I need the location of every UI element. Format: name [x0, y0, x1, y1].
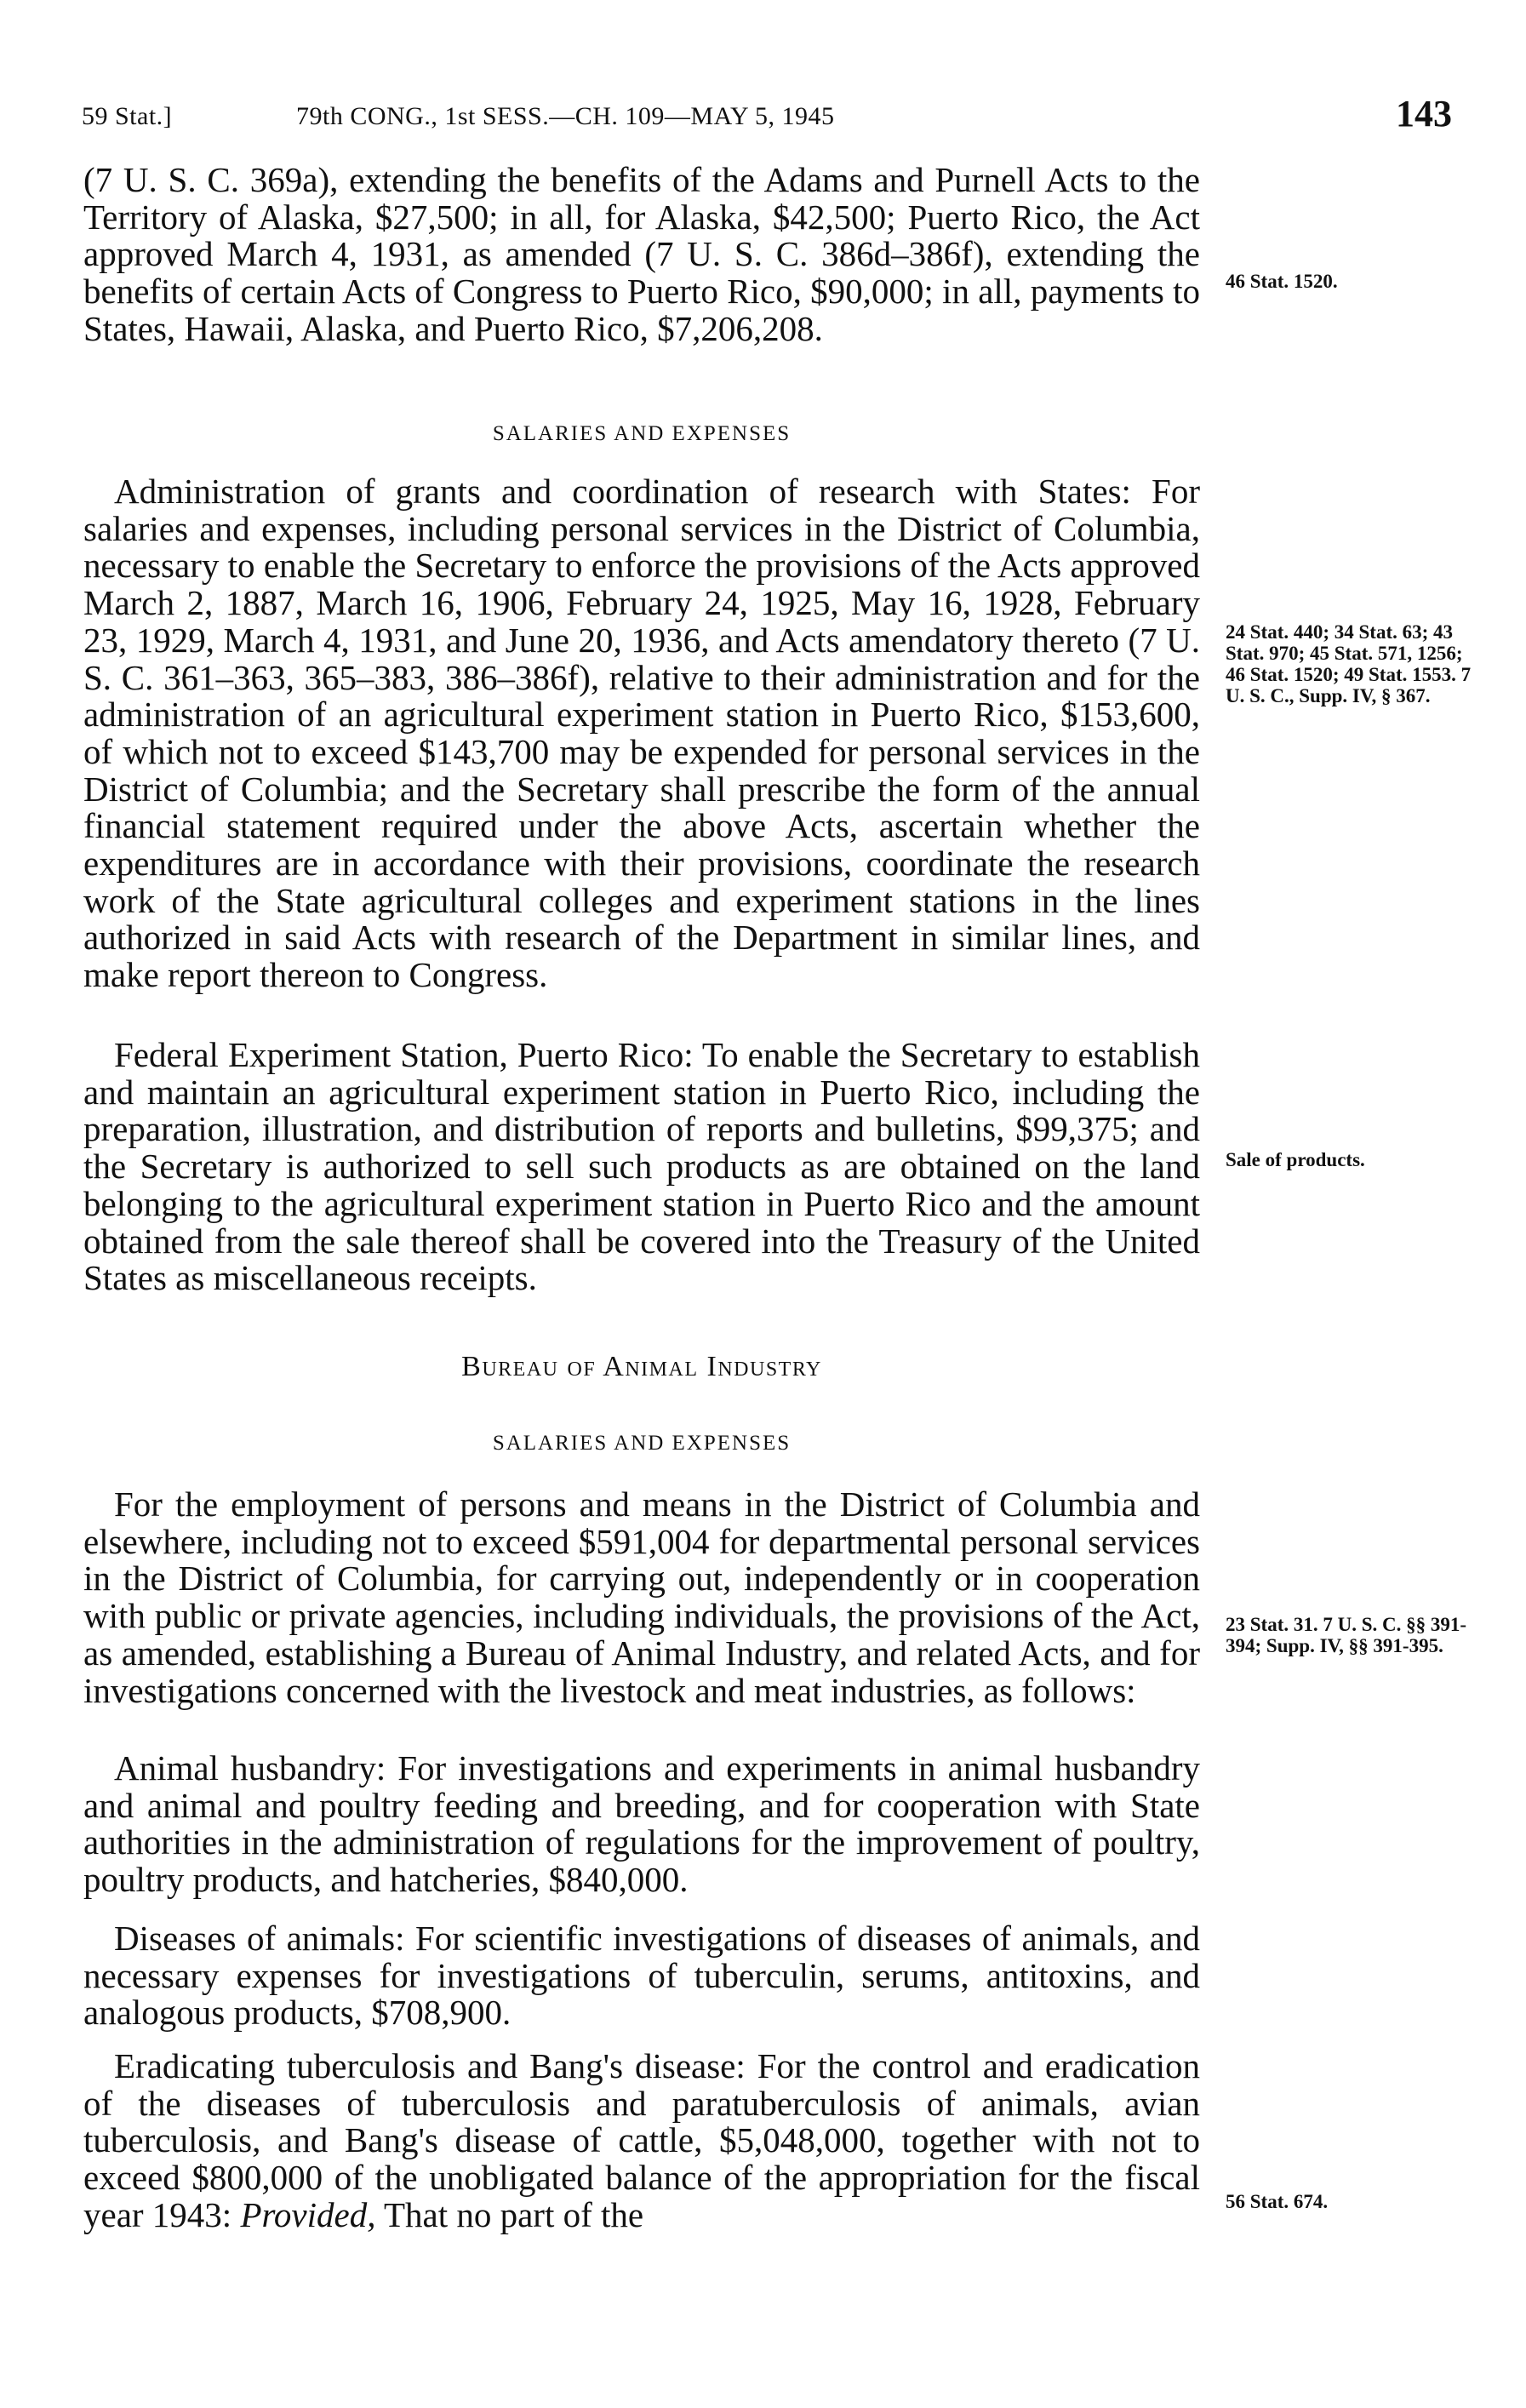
- provided-keyword: Provided,: [240, 2194, 376, 2234]
- margin-note-23-stat: 23 Stat. 31. 7 U. S. C. §§ 391-394; Supp. IV, §§ 391-395.: [1226, 1614, 1467, 1656]
- heading-bureau-animal-industry: Bureau of Animal Industry: [461, 1351, 822, 1382]
- margin-note-sale-of-products: Sale of products.: [1226, 1149, 1365, 1170]
- diseases-paragraph: Diseases of animals: For scientific investigations of diseases of animals, and necessary expenses for investigations of tuberculin, serums, antitoxins, and analogous products, $708,900.: [83, 1919, 1200, 2033]
- federal-paragraph: Federal Experiment Station, Puerto Rico: To enable the Secretary to establish and maintain an agricultural experiment station in Puerto Rico, including the preparation, illustration, and distribution of reports and bulletins, $99,375; and the Secretary is authorized to sell such products as are obtained on the land belonging to the agricultural experiment station in Puerto Rico and the amount obtained from the sale thereof shall be covered into the Treasury of the United States as miscellaneous receipts.: [83, 1035, 1200, 1298]
- husbandry-section: [83, 1750, 1200, 1899]
- margin-note-56-stat: 56 Stat. 674.: [1226, 2191, 1329, 2212]
- heading-salaries-expenses-2: SALARIES AND EXPENSES: [492, 1432, 792, 1455]
- eradicating-section: [83, 2048, 1200, 2234]
- diseases-section: [83, 1920, 1200, 2032]
- admin-section: [83, 473, 1200, 994]
- eradicating-text-start: Eradicating tuberculosis and Bang's disease: For the control and eradication of the diseases of tuberculosis and paratuberculosis of animals, avian tuberculosis, and Bang's disease of cattle, $5,048,000, together with not to exceed $800,000 of the unobligated balance of the appropriation for the fiscal year 1943:: [83, 2046, 1200, 2234]
- admin-paragraph: Administration of grants and coordination of research with States: For salaries and expenses, including personal services in the District of Columbia, necessary to enable the Secretary to enforce the provisions of the Acts approved March 2, 1887, March 16, 1906, February 24, 1925, May 16, 1928, February 23, 1929, March 4, 1931, and June 20, 1936, and Acts amendatory thereto (7 U. S. C. 361–363, 365–383, 386–386f), relative to their administration and for the administration of an agricultural experiment station in Puerto Rico, $153,600, of which not to exceed $143,700 may be expended for personal services in the District of Columbia; and the Secretary shall prescribe the form of the annual financial statement required under the above Acts, ascertain whether the expenditures are in accordance with their provisions, coordinate the research work of the State agricultural colleges and experiment stations in the lines authorized in said Acts with research of the Department in similar lines, and make report thereon to Congress.: [83, 472, 1200, 995]
- intro-paragraph: (7 U. S. C. 369a), extending the benefits of the Adams and Purnell Acts to the Territory of Alaska, $27,500; in all, for Alaska, $42,500; Puerto Rico, the Act approved March 4, 1931, as amended (7 U. S. C. 386d–386f), extending the benefits of certain Acts of Congress to Puerto Rico, $90,000; in all, payments to States, Hawaii, Alaska, and Puerto Rico, $7,206,208.: [83, 160, 1200, 348]
- intro-section: [83, 162, 1200, 348]
- page-header: [82, 92, 1452, 143]
- eradicating-paragraph: [83, 2048, 1200, 2234]
- federal-section: [83, 1037, 1200, 1297]
- employment-section: [83, 1486, 1200, 1709]
- heading-salaries-expenses-1: SALARIES AND EXPENSES: [492, 422, 792, 445]
- employment-paragraph: For the employment of persons and means in the District of Columbia and elsewhere, including not to exceed $591,004 for departmental personal services in the District of Columbia, for carrying out, independently or in cooperation with public or private agencies, including individuals, the provisions of the Act, as amended, establishing a Bureau of Animal Industry, and related Acts, and for investigations concerned with the livestock and meat industries, as follows:: [83, 1484, 1200, 1710]
- page-number: 143: [1396, 93, 1452, 134]
- margin-note-46-stat: 46 Stat. 1520.: [1226, 271, 1338, 292]
- husbandry-paragraph: Animal husbandry: For investigations and experiments in animal husbandry and animal and poultry feeding and breeding, and for cooperation with State authorities in the administration of regulations for the improvement of poultry, poultry products, and hatcheries, $840,000.: [83, 1748, 1200, 1900]
- margin-note-24-stat: 24 Stat. 440; 34 Stat. 63; 43 Stat. 970; 45 Stat. 571, 1256; 46 Stat. 1520; 49 Stat. 1553. 7 U. S. C., Supp. IV, § 367.: [1226, 621, 1472, 706]
- running-head: 79th CONG., 1st SESS.—CH. 109—MAY 5, 1945: [296, 102, 835, 130]
- volume-reference: 59 Stat.]: [82, 102, 173, 130]
- eradicating-text-end: That no part of the: [375, 2194, 644, 2234]
